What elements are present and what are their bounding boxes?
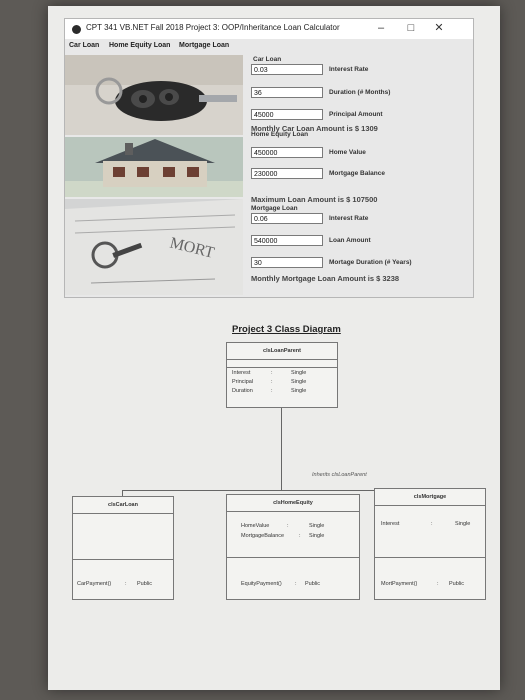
class-name: clsMortgage — [375, 489, 485, 506]
class-name: clsLoanParent — [227, 343, 337, 360]
inherit-line-vertical — [281, 408, 282, 490]
menu-bar — [65, 40, 473, 54]
attr-name: Principal — [232, 379, 254, 385]
mortgage-duration-label: Mortage Duration (# Years) — [329, 259, 412, 266]
attr-type: Single — [291, 370, 307, 376]
attr-name: MortgageBalance — [241, 533, 285, 539]
svg-text:MORT: MORT — [168, 234, 217, 262]
method-name: MortPayment() — [381, 581, 418, 587]
method-name: CarPayment() — [77, 581, 112, 587]
house-image — [65, 137, 243, 197]
mortgage-interest-rate-input[interactable]: 0.06 — [251, 213, 323, 224]
car-duration-input[interactable]: 36 — [251, 87, 323, 98]
car-interest-rate-input[interactable]: 0.03 — [251, 64, 323, 75]
attr-type: Single — [309, 533, 325, 539]
car-principal-label: Principal Amount — [329, 111, 383, 118]
app-icon — [72, 25, 81, 34]
home-value-label: Home Value — [329, 149, 366, 156]
divider — [227, 557, 359, 558]
loan-amount-input[interactable]: 540000 — [251, 235, 323, 246]
mortgage-document-image — [65, 199, 243, 295]
diagram-title: Project 3 Class Diagram — [232, 324, 341, 335]
attr-sep: : — [299, 533, 301, 539]
method-sep: : — [437, 581, 439, 587]
method-access: Public — [449, 581, 464, 587]
menu-home-equity-loan[interactable]: Home Equity Loan — [109, 42, 171, 49]
title-bar — [65, 19, 473, 39]
divider — [375, 557, 485, 558]
loan-calculator-window — [64, 18, 474, 298]
attr-sep: : — [431, 521, 433, 527]
mortgage-balance-label: Mortgage Balance — [329, 170, 385, 177]
attr-name: HomeValue — [241, 523, 270, 529]
method-access: Public — [137, 581, 152, 587]
attr-type: Single — [291, 388, 307, 394]
attr-sep: : — [271, 370, 273, 376]
attr-name: Duration — [232, 388, 253, 394]
attr-name: Interest — [381, 521, 400, 527]
class-name: clsHomeEquity — [227, 495, 359, 512]
attr-type: Single — [455, 521, 471, 527]
home-equity-result: Maximum Loan Amount is $ 107500 — [251, 195, 378, 204]
car-principal-input[interactable]: 45000 — [251, 109, 323, 120]
mortgage-interest-rate-label: Interest Rate — [329, 215, 369, 222]
mortgage-panel — [245, 195, 471, 295]
class-name: clsCarLoan — [73, 497, 173, 514]
minimize-button[interactable]: – — [377, 22, 385, 34]
attr-type: Single — [309, 523, 325, 529]
class-car-loan — [72, 496, 174, 600]
home-value-input[interactable]: 450000 — [251, 147, 323, 158]
attr-name: Interest — [232, 370, 251, 376]
home-equity-label: Home Equity Loan — [251, 131, 309, 138]
class-loan-parent — [226, 342, 338, 408]
attr-sep: : — [271, 379, 273, 385]
car-interest-rate-label: Interest Rate — [329, 66, 369, 73]
class-home-equity — [226, 494, 360, 600]
method-name: EquityPayment() — [241, 581, 282, 587]
inherits-note: Inherits clsLoanParent — [312, 472, 367, 478]
class-mortgage — [374, 488, 486, 600]
car-loan-result: Monthly Car Loan Amount is $ 1309 — [251, 124, 378, 133]
mortgage-duration-input[interactable]: 30 — [251, 257, 323, 268]
attr-sep: : — [271, 388, 273, 394]
method-sep: : — [125, 581, 127, 587]
car-duration-label: Duration (# Months) — [329, 89, 391, 96]
loan-amount-label: Loan Amount — [329, 237, 371, 244]
divider — [73, 559, 173, 560]
method-sep: : — [295, 581, 297, 587]
mortgage-result: Monthly Mortgage Loan Amount is $ 3238 — [251, 274, 400, 283]
maximize-button[interactable]: □ — [407, 22, 415, 34]
window-title: CPT 341 VB.NET Fall 2018 Project 3: OOP/Inheritance Loan Calculator — [86, 23, 340, 32]
car-keys-image — [65, 55, 243, 135]
home-equity-panel — [245, 131, 471, 197]
car-loan-panel — [245, 55, 471, 135]
menu-mortgage-loan[interactable]: Mortgage Loan — [179, 42, 230, 49]
car-loan-label: Car Loan — [253, 56, 282, 63]
mortgage-loan-label: Mortgage Loan — [251, 205, 298, 212]
method-access: Public — [305, 581, 320, 587]
menu-car-loan[interactable]: Car Loan — [69, 42, 100, 49]
mortgage-balance-input[interactable]: 230000 — [251, 168, 323, 179]
close-button[interactable]: ✕ — [434, 22, 444, 34]
attr-type: Single — [291, 379, 307, 385]
divider — [227, 367, 337, 368]
attr-sep: : — [287, 523, 289, 529]
